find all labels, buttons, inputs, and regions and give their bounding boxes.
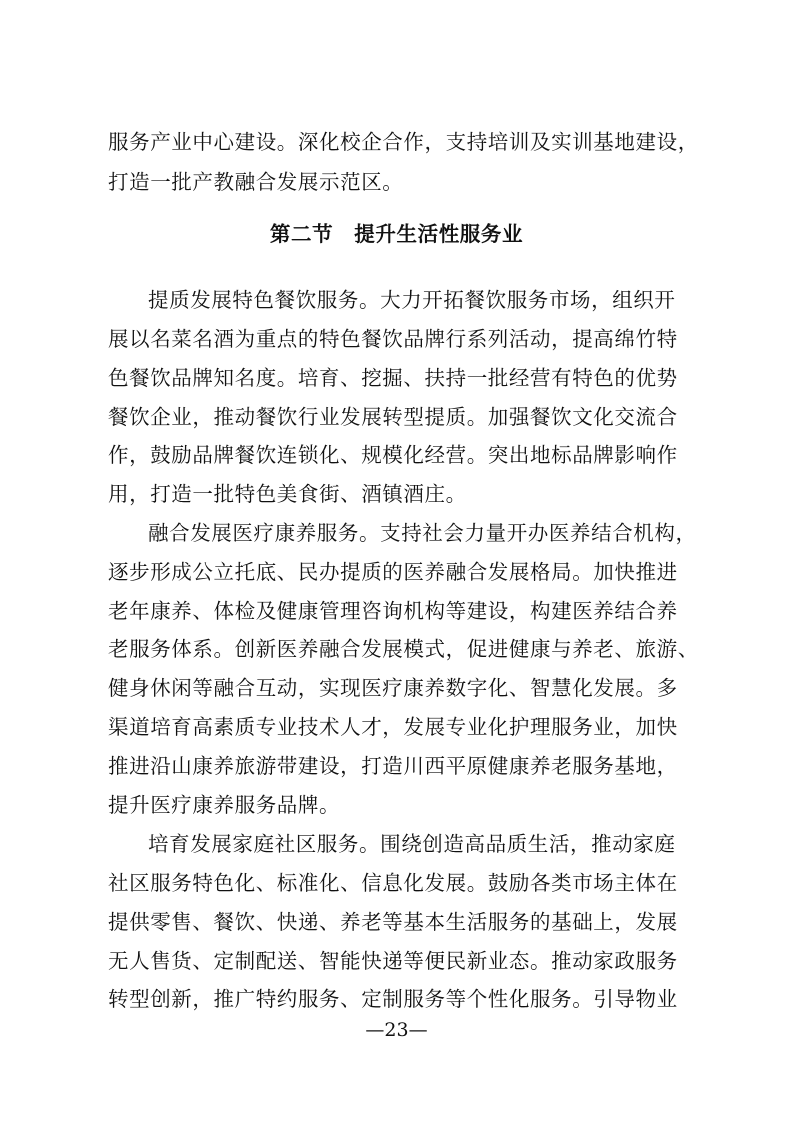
paragraph-2-line: 融合发展医疗康养服务。支持社会力量开办医养结合机构， xyxy=(148,521,697,545)
paragraph-1-line: 用，打造一批特色美食街、酒镇酒庄。 xyxy=(108,482,467,506)
paragraph-2-line: 健身休闲等融合互动，实现医疗康养数字化、智慧化发展。多 xyxy=(108,676,678,700)
paragraph-2-line: 渠道培育高素质专业技术人才，发展专业化护理服务业，加快 xyxy=(108,715,678,739)
paragraph-1-line: 展以名菜名酒为重点的特色餐饮品牌行系列活动，提高绵竹特 xyxy=(108,327,678,351)
paragraph-2-line: 逐步形成公立托底、民办提质的医养融合发展格局。加快推进 xyxy=(108,560,678,584)
intro-line: 服务产业中心建设。深化校企合作，支持培训及实训基地建设， xyxy=(108,130,699,154)
paragraph-1-line: 提质发展特色餐饮服务。大力开拓餐饮服务市场，组织开 xyxy=(148,288,676,312)
paragraph-2-line: 老年康养、体检及健康管理咨询机构等建设，构建医养结合养 xyxy=(108,599,678,623)
paragraph-3-line: 提供零售、餐饮、快递、养老等基本生活服务的基础上，发展 xyxy=(108,910,678,934)
section-heading: 第二节 提升生活性服务业 xyxy=(269,222,524,246)
paragraph-2-line: 老服务体系。创新医养融合发展模式，促进健康与养老、旅游、 xyxy=(108,637,699,661)
paragraph-2-line: 提升医疗康养服务品牌。 xyxy=(108,793,341,817)
paragraph-3-line: 社区服务特色化、标准化、信息化发展。鼓励各类市场主体在 xyxy=(108,871,678,895)
paragraph-2-line: 推进沿山康养旅游带建设，打造川西平原健康养老服务基地， xyxy=(108,754,678,778)
paragraph-3-line: 无人售货、定制配送、智能快递等便民新业态。推动家政服务 xyxy=(108,949,678,973)
paragraph-1-line: 餐饮企业，推动餐饮行业发展转型提质。加强餐饮文化交流合 xyxy=(108,405,678,429)
intro-line: 打造一批产教融合发展示范区。 xyxy=(108,170,404,194)
page-number: —23— xyxy=(365,1019,428,1041)
paragraph-3-line: 培育发展家庭社区服务。围绕创造高品质生活，推动家庭 xyxy=(148,832,676,856)
paragraph-3-line: 转型创新，推广特约服务、定制服务等个性化服务。引导物业 xyxy=(108,987,678,1011)
paragraph-1-line: 作，鼓励品牌餐饮连锁化、规模化经营。突出地标品牌影响作 xyxy=(108,443,678,467)
paragraph-1-line: 色餐饮品牌知名度。培育、挖掘、扶持一批经营有特色的优势 xyxy=(108,366,678,390)
